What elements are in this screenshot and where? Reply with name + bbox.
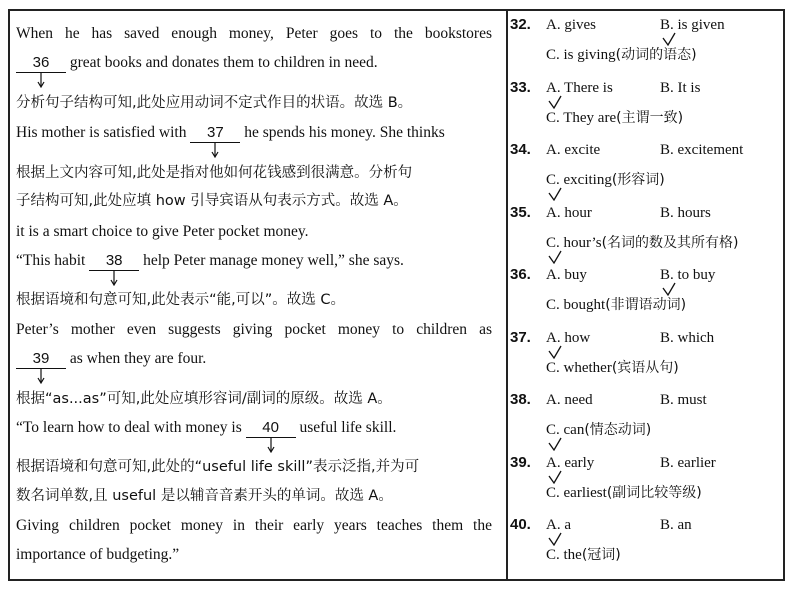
arrow-down-icon [37,368,45,384]
check-icon [661,31,677,45]
explanation-line: 根据“as...as”可知,此处应填形容词/副词的原级。故选 A。 [16,391,392,407]
option-c: C. hour’s(名词的数及其所有格) [546,234,739,251]
passage-text: “To learn how to deal with money is [16,419,242,436]
passage-line: Giving children pocket money in their early years teaches them the [16,517,492,534]
option-c: C. can(情态动词) [546,422,652,438]
passage-line [16,349,206,369]
option-a: A. excite [546,142,601,158]
check-icon [547,249,563,263]
passage-line: importance of budgeting.” [16,546,180,563]
option-a: A. early [546,454,595,471]
check-icon [547,94,563,108]
option-c: C. earliest(副词比较等级) [546,484,702,501]
blank-38: 38 [89,252,139,271]
option-c: C. bought(非谓语动词) [546,297,687,313]
option-b: B. to buy [660,267,716,283]
grammar-note: (动词的语态) [615,47,697,63]
grammar-note: (宾语从句) [611,359,679,376]
passage-text: “This habit [16,252,86,269]
question-number: 35. [510,203,531,221]
check-icon [547,344,563,358]
question-number: 38. [510,391,531,408]
arrow-down-icon [37,72,45,88]
arrow-down-icon [110,270,118,286]
grammar-note: (名词的数及其所有格) [601,234,739,251]
passage-line [16,123,445,143]
blank-39: 39 [16,350,66,369]
option-b: B. is given [660,17,725,33]
passage-line: it is a smart choice to give Peter pocket money. [16,223,309,240]
explanation-line: 数名词单数,且 useful 是以辅音音素开头的单词。故选 A。 [16,488,393,504]
option-b: B. earlier [660,454,716,471]
check-icon [547,469,563,483]
passage-text: His mother is satisfied with [16,124,187,141]
grammar-note: (形容词) [611,172,665,188]
passage-text: he spends his money. She thinks [244,124,445,141]
option-a: A. a [546,517,571,533]
option-b: B. excitement [660,142,744,158]
option-a: A. buy [546,267,587,283]
question-number: 32. [510,16,531,33]
arrow-down-icon [267,437,275,453]
grammar-note: (非谓语动词) [605,297,687,313]
passage-line [16,53,378,73]
question-number: 40. [510,516,531,533]
passage-line: When he has saved enough money, Peter goes to the bookstores [16,25,492,42]
passage-text: useful life skill. [299,419,397,436]
explanation-line: 根据语境和句意可知,此处表示“能,可以”。故选 C。 [16,292,345,308]
question-number: 33. [510,78,531,96]
option-b: B. must [660,392,707,408]
option-a: A. There is [546,79,613,96]
passage-line [16,251,404,271]
check-icon [547,531,563,545]
explanation-line: 子结构可知,此处应填 how 引导宾语从句表示方式。故选 A。 [16,193,408,209]
passage-text: help Peter manage money well,” she says. [143,252,404,269]
blank-40: 40 [246,419,296,438]
option-b: B. hours [660,204,711,221]
option-a: A. how [546,329,591,346]
explanation-line: 分析句子结构可知,此处应用动词不定式作目的状语。故选 B。 [16,95,413,111]
option-b: B. which [660,329,715,346]
option-b: B. It is [660,79,701,96]
option-a: A. hour [546,204,592,221]
option-c: C. exciting(形容词) [546,172,665,188]
question-number: 34. [510,141,531,158]
option-c: C. the(冠词) [546,547,621,563]
option-c: C. is giving(动词的语态) [546,47,697,63]
question-number: 37. [510,328,531,346]
explanation-line: 根据语境和句意可知,此处的“useful life skill”表示泛指,并为可 [16,459,420,475]
passage-text: great books and donates them to children in need. [69,54,378,71]
arrow-down-icon [211,142,219,158]
passage-line: Peter’s mother even suggests giving pocket money to children as [16,321,492,338]
grammar-note: (冠词) [581,547,621,563]
column-divider [506,11,508,579]
grammar-note: (主谓一致) [616,109,684,126]
option-c: C. They are(主谓一致) [546,109,684,126]
question-number: 36. [510,266,531,283]
grammar-note: (情态动词) [584,422,652,438]
check-icon [661,281,677,295]
check-icon [547,436,563,450]
passage-line [16,418,396,438]
passage-text: as when they are four. [69,350,207,367]
blank-36: 36 [16,54,66,73]
option-a: A. need [546,392,593,408]
check-icon [547,186,563,200]
question-number: 39. [510,453,531,471]
explanation-line: 根据上文内容可知,此处是指对他如何花钱感到很满意。分析句 [16,165,413,181]
option-b: B. an [660,517,692,533]
option-c: C. whether(宾语从句) [546,359,679,376]
grammar-note: (副词比较等级) [606,484,702,501]
option-a: A. gives [546,17,596,33]
blank-37: 37 [190,124,240,143]
